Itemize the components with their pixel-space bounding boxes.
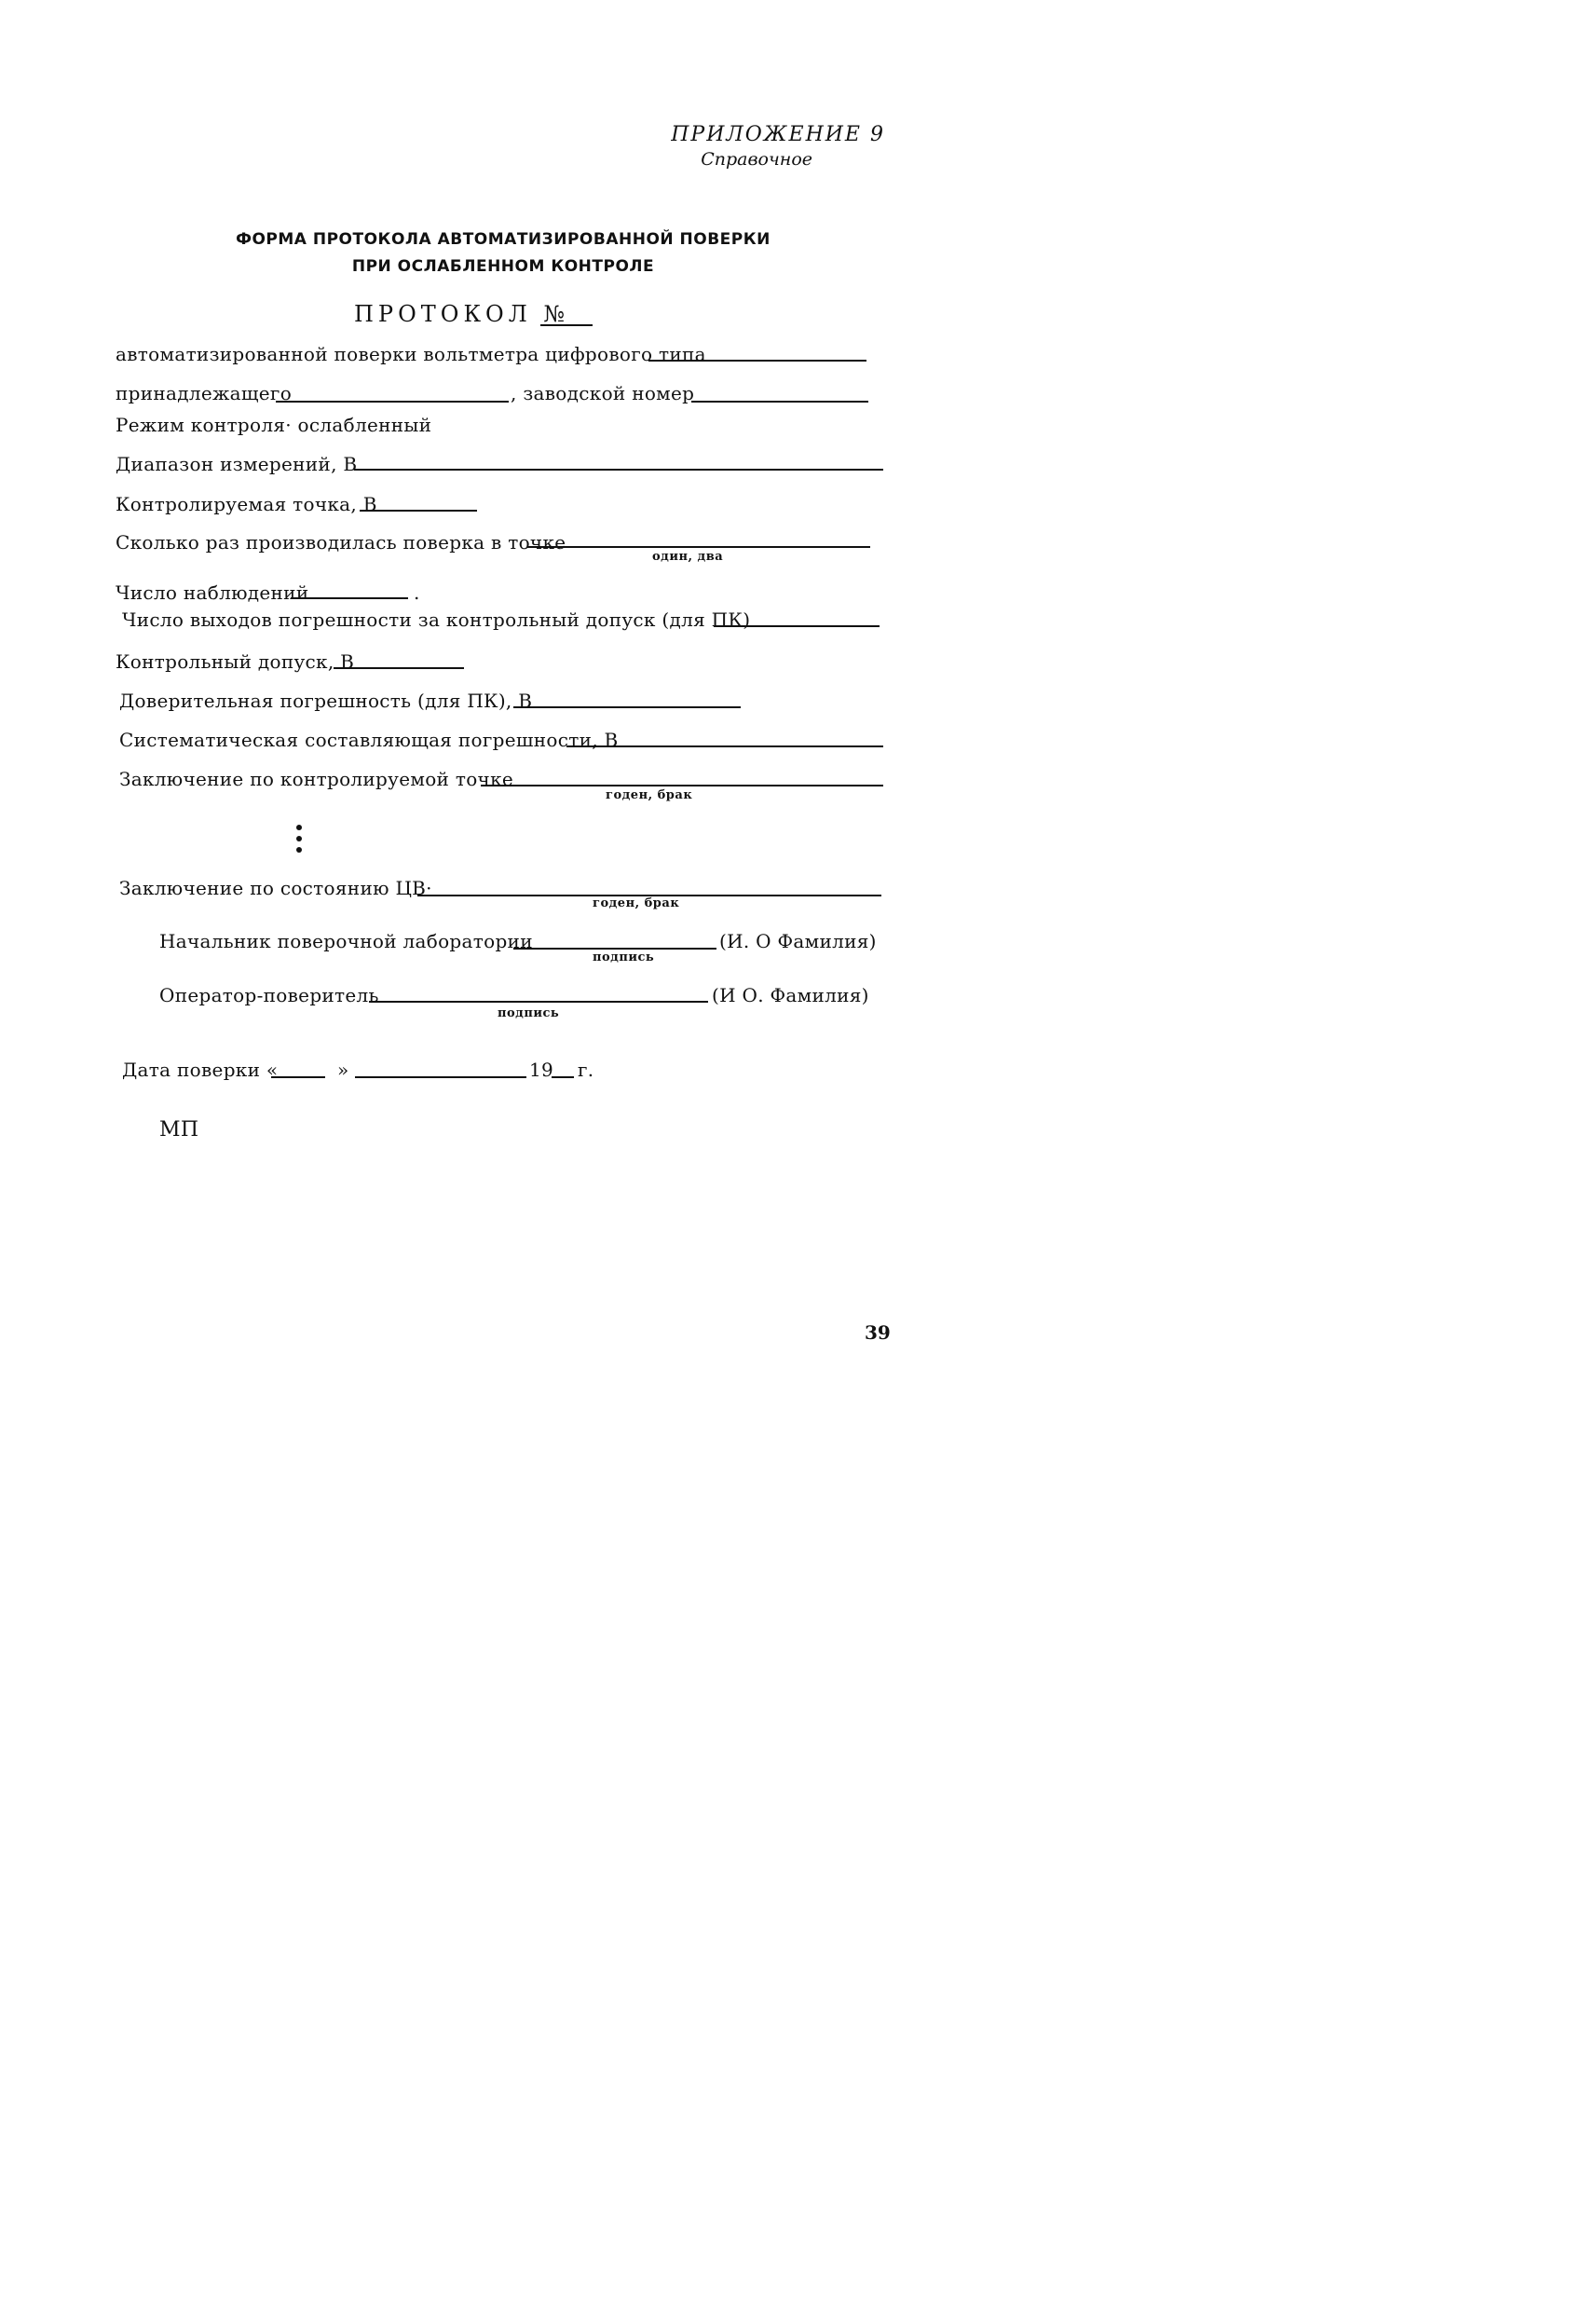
date-suffix: г. [578, 1059, 594, 1081]
systematic-label: Систематическая составляющая погрешности, В [119, 729, 619, 751]
conclusion-point-label: Заключение по контролируемой точке [119, 768, 514, 790]
date-day-field[interactable] [271, 1076, 325, 1078]
operator-name: (И О. Фамилия) [712, 984, 869, 1006]
conclusion-point-field[interactable] [481, 785, 883, 786]
range-label: Диапазон измерений, В [116, 453, 358, 475]
operator-signature-hint: подпись [498, 1006, 560, 1020]
head-signature-hint: подпись [593, 950, 655, 964]
ellipsis-dots [296, 825, 304, 858]
form-title-line2: ПРИ ОСЛАБЛЕННОМ КОНТРОЛЕ [351, 257, 655, 276]
appendix-type: Справочное [701, 149, 812, 170]
date-close-quote: » [337, 1059, 349, 1081]
exits-label: Число выходов погрешности за контрольный допуск (для ПК) [122, 609, 751, 631]
tolerance-label: Контрольный допуск, В [116, 650, 355, 673]
observations-field[interactable] [291, 597, 408, 599]
head-signature-field[interactable] [513, 948, 716, 950]
range-field[interactable] [354, 469, 883, 471]
serial-label: , заводской номер [511, 382, 695, 404]
observations-dot: . [414, 581, 420, 604]
date-year-field[interactable] [552, 1076, 574, 1078]
mode-label: Режим контроля· ослабленный [116, 414, 432, 436]
tolerance-field[interactable] [334, 667, 464, 669]
point-field[interactable] [360, 510, 477, 512]
times-field[interactable] [527, 546, 870, 548]
page-number: 39 [865, 1321, 891, 1344]
operator-signature-field[interactable] [369, 1001, 708, 1003]
type-field[interactable] [648, 360, 866, 362]
owner-field[interactable] [276, 401, 509, 403]
systematic-field[interactable] [566, 745, 883, 747]
conclusion-point-hint: годен, брак [606, 788, 693, 802]
date-month-field[interactable] [355, 1076, 526, 1078]
stamp-label: МП [159, 1118, 199, 1142]
confidence-label: Доверительная погрешность (для ПК), В [119, 690, 533, 712]
serial-field[interactable] [691, 401, 868, 403]
times-hint: один, два [652, 550, 724, 564]
protocol-number-field[interactable] [540, 324, 593, 326]
operator-label: Оператор-поверитель [159, 984, 379, 1006]
head-name: (И. О Фамилия) [719, 930, 877, 952]
exits-field[interactable] [714, 625, 880, 627]
conclusion-state-label: Заключение по состоянию ЦВ· [119, 877, 432, 899]
conclusion-state-hint: годен, брак [593, 896, 680, 910]
document-page [0, 0, 1006, 1456]
times-label: Сколько раз производилась поверка в точке [116, 531, 566, 554]
confidence-field[interactable] [513, 706, 741, 708]
date-label: Дата поверки « [122, 1059, 279, 1081]
date-year-prefix: 19 [529, 1059, 554, 1081]
head-label: Начальник поверочной лаборатории [159, 930, 533, 952]
appendix-label: ПРИЛОЖЕНИЕ 9 [671, 123, 885, 146]
form-title-line1: ФОРМА ПРОТОКОЛА АВТОМАТИЗИРОВАННОЙ ПОВЕРКИ [236, 230, 771, 249]
point-label: Контролируемая точка, В [116, 493, 377, 515]
observations-label: Число наблюдений [116, 581, 309, 604]
automated-label: автоматизированной поверки вольтметра цифрового типа [116, 343, 706, 365]
protocol-label: ПРОТОКОЛ № [354, 301, 570, 327]
belonging-label: принадлежащего [116, 382, 293, 404]
